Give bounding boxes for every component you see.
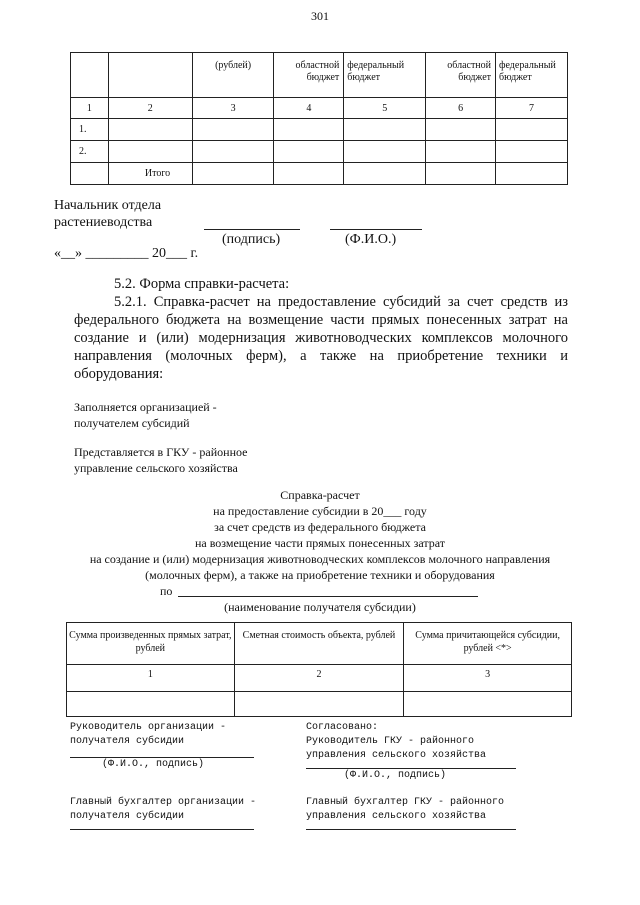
section-paragraph: 5.2.1. Справка-расчет на предоставление субсидий за счет средств из федерального бюджета на возмещение части прямых понесенных затрат на создание и (или) модернизация животноводческих комплексов молочного направления (молочных ферм), а также на приобретение техники и оборудования:: [74, 294, 568, 382]
section-heading: 5.2. Форма справки-расчета:: [114, 276, 290, 292]
header-cell: федеральный бюджет: [344, 53, 426, 98]
table-header-row: [71, 53, 568, 98]
row-number: 2.: [71, 141, 109, 163]
column-number: 6: [426, 98, 496, 119]
column-number: 7: [496, 98, 568, 119]
page-number: 301: [311, 9, 329, 23]
org-accountant-block: [70, 796, 256, 824]
table-row: [71, 119, 568, 141]
form-line-5: (молочных ферм), а также на приобретение техники и оборудования: [145, 568, 495, 582]
name-caption: (Ф.И.О.): [345, 232, 397, 247]
gku-head-block: [306, 721, 486, 763]
org-head-caption: (Ф.И.О., подпись): [102, 759, 205, 770]
column-number: 4: [274, 98, 344, 119]
signature-caption: (подпись): [222, 232, 281, 247]
header-cell: Сметная стоимость объекта, рублей: [234, 623, 404, 665]
gku-head-line-2: управления сельского хозяйства: [306, 750, 487, 761]
column-number: 2: [234, 665, 404, 692]
filled-by-note: [74, 399, 217, 431]
gku-head-line-1: Руководитель ГКУ - районного: [306, 736, 475, 747]
org-head-line-1: Руководитель организации -: [70, 722, 227, 733]
filled-by-line-1: Заполняется организацией -: [74, 400, 217, 414]
table-header-row: [67, 623, 572, 665]
org-head-line-2: получателя субсидии: [70, 736, 185, 747]
header-cell: федеральный бюджет: [496, 53, 568, 98]
column-number: 5: [344, 98, 426, 119]
signoff-position-2: растениеводства: [54, 215, 153, 230]
column-number-row: [67, 665, 572, 692]
signature-line: [204, 229, 300, 230]
name-line: [330, 229, 422, 230]
form-line-4: на создание и (или) модернизация животноводческих комплексов молочного направления: [89, 552, 551, 566]
column-number: 3: [404, 665, 572, 692]
column-number: 1: [71, 98, 109, 119]
recipient-caption: (наименование получателя субсидии): [224, 600, 416, 614]
form-line-2: за счет средств из федерального бюджета: [214, 520, 426, 534]
org-accountant-line-1: Главный бухгалтер организации -: [70, 797, 257, 808]
header-cell: [71, 53, 109, 98]
form-title: Справка-расчет: [280, 488, 360, 502]
agreed-label: Согласовано:: [306, 722, 379, 733]
column-number: 2: [108, 98, 192, 119]
gku-accountant-line-2: управления сельского хозяйства: [306, 811, 487, 822]
calculation-table: [66, 622, 572, 717]
table-row: [67, 692, 572, 717]
filled-by-line-2: получателем субсидий: [74, 416, 190, 430]
header-cell: (рублей): [192, 53, 274, 98]
signoff-position-1: Начальник отдела: [54, 198, 162, 213]
org-accountant-signature-line: [70, 829, 254, 830]
column-number: 1: [67, 665, 235, 692]
org-accountant-line-2: получателя субсидии: [70, 811, 185, 822]
form-line-1: на предоставление субсидии в 20___ году: [213, 504, 427, 518]
recipient-name-line: [178, 596, 478, 597]
submitted-to-line-1: Представляется в ГКУ - районное: [74, 445, 248, 459]
gku-accountant-block: [306, 796, 504, 824]
header-cell: Сумма произведенных прямых затрат, рублей: [67, 623, 235, 665]
header-cell: [108, 53, 192, 98]
submitted-to-note: [74, 444, 247, 476]
header-cell: Сумма причитающейся субсидии, рублей <*>: [404, 623, 572, 665]
header-cell: областной бюджет: [426, 53, 496, 98]
date-line: «__» _________ 20___ г.: [54, 246, 199, 261]
column-number: 3: [192, 98, 274, 119]
total-row: [71, 163, 568, 185]
column-number-row: [71, 98, 568, 119]
table-row: [71, 141, 568, 163]
subsidy-table: [70, 52, 568, 185]
row-number: 1.: [71, 119, 109, 141]
po-label: по: [160, 584, 173, 598]
header-cell: областной бюджет: [274, 53, 344, 98]
submitted-to-line-2: управление сельского хозяйства: [74, 461, 238, 475]
form-heading-block: [40, 487, 600, 583]
gku-accountant-signature-line: [306, 829, 516, 830]
total-label: Итого: [108, 163, 192, 185]
form-line-3: на возмещение части прямых понесенных затрат: [194, 536, 446, 550]
gku-head-caption: (Ф.И.О., подпись): [344, 770, 447, 781]
gku-accountant-line-1: Главный бухгалтер ГКУ - районного: [306, 797, 505, 808]
org-head-block: [70, 721, 226, 749]
